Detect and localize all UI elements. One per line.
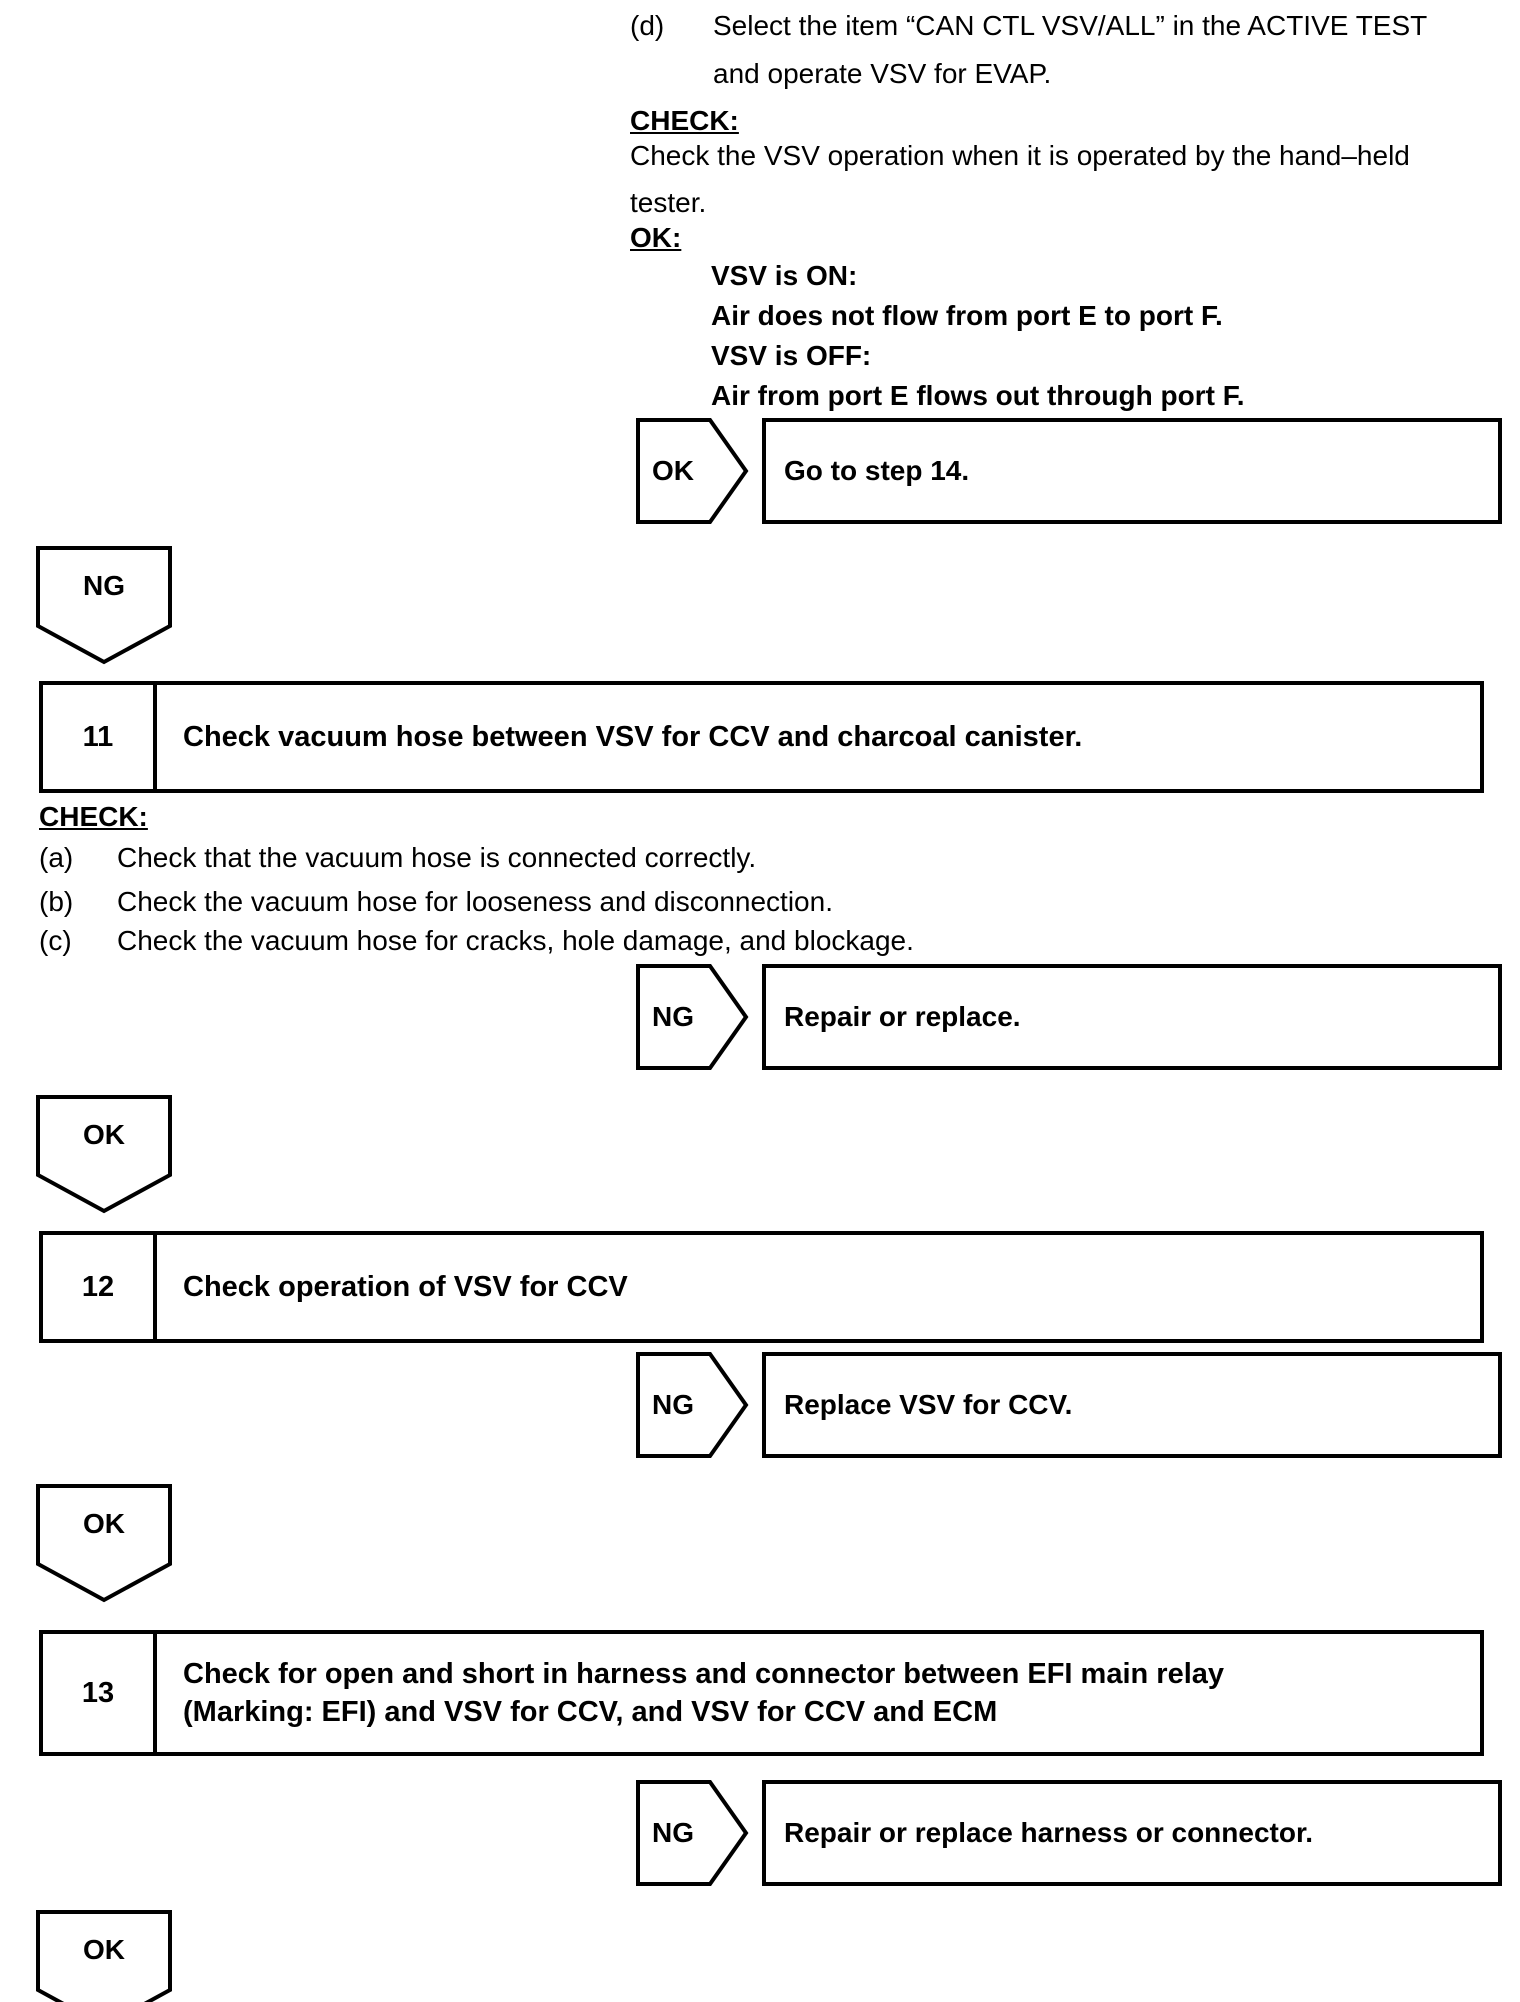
check-body-line1: Check the VSV operation when it is operated by the hand–held xyxy=(630,140,1410,171)
connector-label: OK xyxy=(83,1934,125,1965)
check-item-c-label: (c) xyxy=(39,925,72,956)
step-11-title xyxy=(157,685,1480,789)
item-d-label: (d) xyxy=(630,10,665,41)
decision-step12-ng xyxy=(636,1352,1502,1458)
check-item-b xyxy=(39,886,833,918)
check-item-c-text: Check the vacuum hose for cracks, hole damage, and blockage. xyxy=(117,925,914,956)
item-d-line2: and operate VSV for EVAP. xyxy=(713,58,1052,89)
check-item-c xyxy=(39,925,914,957)
step-12-box xyxy=(39,1231,1484,1343)
ok-condition-3: VSV is OFF: xyxy=(711,340,872,371)
check-item-b-label: (b) xyxy=(39,886,74,917)
decision-intro-ok xyxy=(636,418,1502,524)
step-13-box xyxy=(39,1630,1484,1756)
flow-pointer xyxy=(636,1352,752,1458)
step-11-box xyxy=(39,681,1484,793)
check-body-line2: tester. xyxy=(630,187,707,218)
connector-label: OK xyxy=(83,1508,125,1539)
step-12-number: 12 xyxy=(43,1235,157,1339)
pointer-tag: NG xyxy=(652,1389,694,1420)
step-13-title-line1: Check for open and short in harness and connector between EFI main relay xyxy=(183,1658,1225,1690)
step-13-title xyxy=(157,1634,1480,1752)
action-box xyxy=(762,1352,1502,1458)
step-13-number: 13 xyxy=(43,1634,157,1752)
ok-condition-1: VSV is ON: xyxy=(711,260,858,291)
decision-step11-ng xyxy=(636,964,1502,1070)
action-text: Go to step 14. xyxy=(784,455,970,486)
step-11-number: 11 xyxy=(43,685,157,789)
ok-heading: OK: xyxy=(630,222,682,253)
pointer-tag: NG xyxy=(652,1817,694,1848)
pointer-tag: OK xyxy=(652,455,694,486)
step-12-title-text: Check operation of VSV for CCV xyxy=(183,1271,628,1303)
connector-label: NG xyxy=(83,570,125,601)
decision-step13-ng xyxy=(636,1780,1502,1886)
action-box xyxy=(762,964,1502,1070)
connector-ok-3 xyxy=(36,1910,172,2002)
step-13-title-line2: (Marking: EFI) and VSV for CCV, and VSV for CCV and ECM xyxy=(183,1696,998,1728)
intro-section xyxy=(630,10,1510,420)
step-12-title xyxy=(157,1235,1480,1339)
action-box xyxy=(762,418,1502,524)
connector-ng xyxy=(36,546,172,668)
connector-ok-2 xyxy=(36,1484,172,1606)
action-box xyxy=(762,1780,1502,1886)
check-item-a-label: (a) xyxy=(39,842,74,873)
flow-pointer xyxy=(636,1780,752,1886)
connector-ok-1 xyxy=(36,1095,172,1217)
step-11-title-text: Check vacuum hose between VSV for CCV and charcoal canister. xyxy=(183,721,1083,753)
step-11-check-section xyxy=(39,801,1239,971)
ok-condition-2: Air does not flow from port E to port F. xyxy=(711,300,1223,331)
check-heading: CHECK: xyxy=(630,105,739,136)
step-11-check-heading: CHECK: xyxy=(39,801,148,832)
action-text: Repair or replace harness or connector. xyxy=(784,1817,1314,1848)
item-d-line1: Select the item “CAN CTL VSV/ALL” in the ACTIVE TEST xyxy=(713,10,1428,41)
action-text: Repair or replace. xyxy=(784,1001,1021,1032)
connector-label: OK xyxy=(83,1119,125,1150)
flow-pointer xyxy=(636,964,752,1070)
action-text: Replace VSV for CCV. xyxy=(784,1389,1073,1420)
check-item-a xyxy=(39,842,756,874)
ok-condition-4: Air from port E flows out through port F. xyxy=(711,380,1245,411)
check-item-b-text: Check the vacuum hose for looseness and disconnection. xyxy=(117,886,833,917)
check-item-a-text: Check that the vacuum hose is connected correctly. xyxy=(117,842,757,873)
pointer-tag: NG xyxy=(652,1001,694,1032)
flow-pointer xyxy=(636,418,752,524)
